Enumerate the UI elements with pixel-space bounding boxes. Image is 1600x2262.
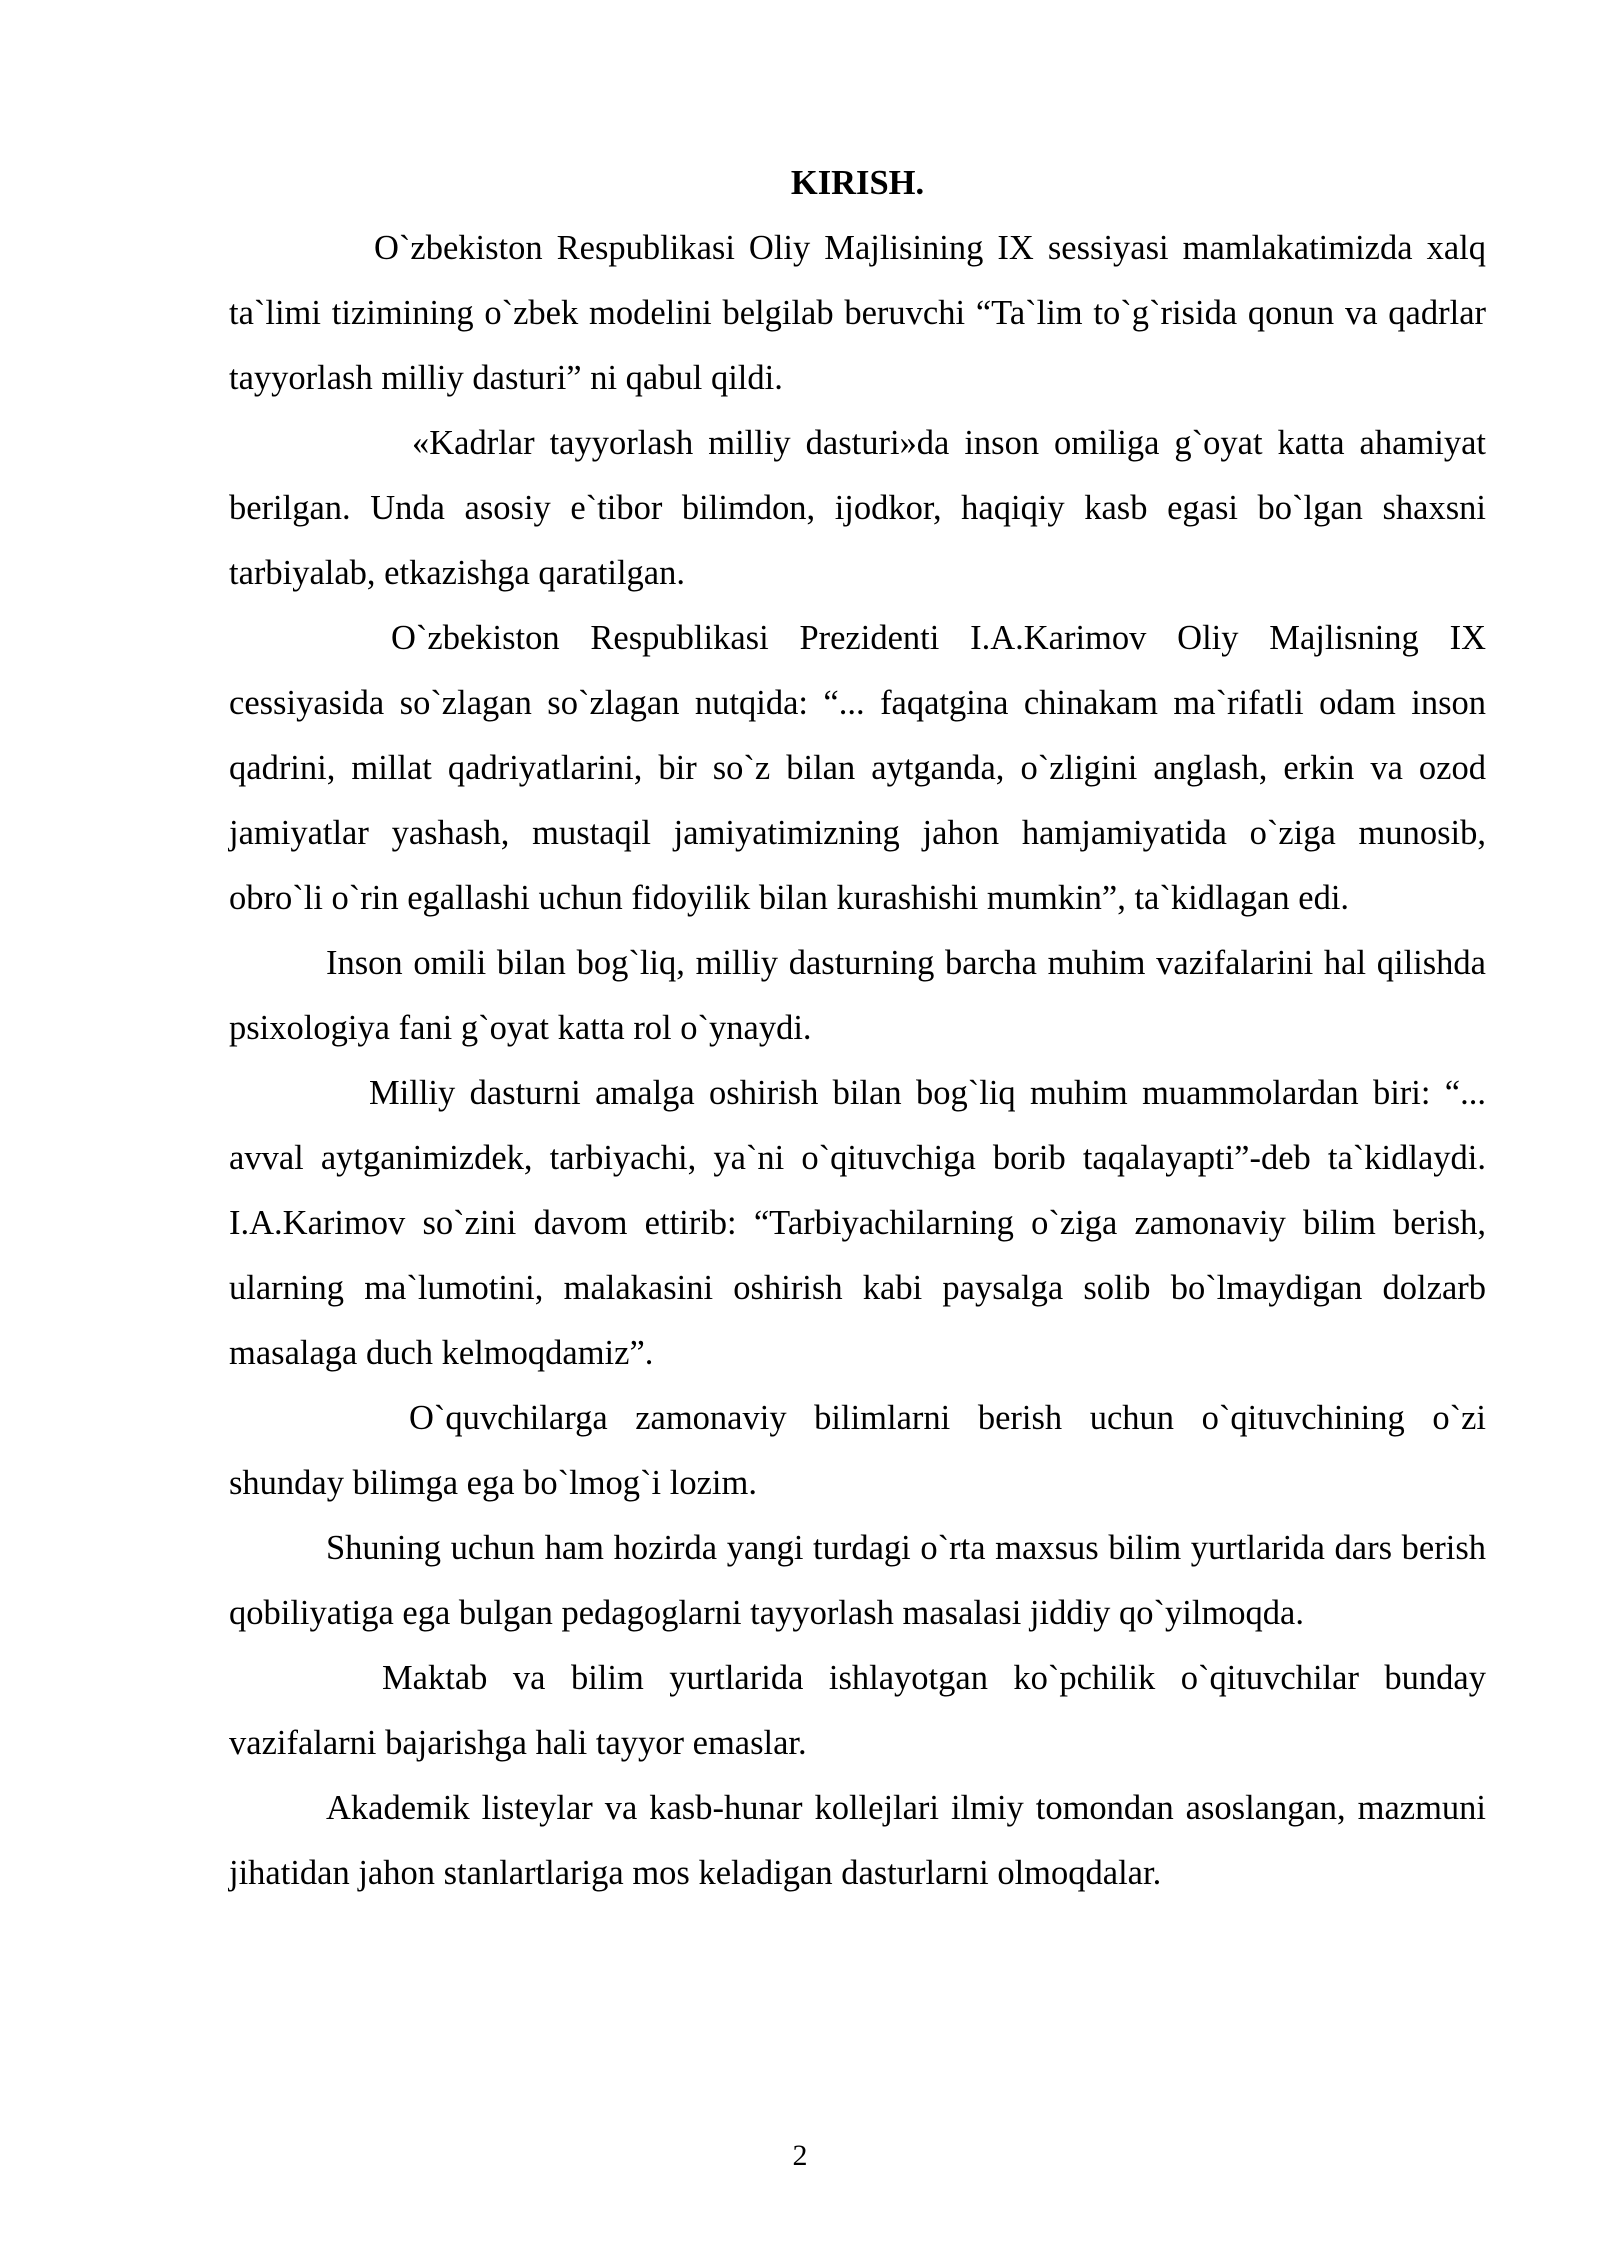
document-body — [229, 151, 1486, 1906]
page-number: 2 — [792, 2139, 808, 2172]
paragraph-6: O`quvchilarga zamonaviy bilimlarni berish uchun o`qituvchining o`zi shunday bilimga ega bo`lmog`i lozim. — [229, 1399, 1486, 1502]
paragraph-3: O`zbekiston Respublikasi Prezidenti I.A.Karimov Oliy Majlisning IX cessiyasida so`zlagan so`zlagan nutqida: “... faqatgina chinakam ma`rifatli odam inson qadrini, millat qadriyatlarini, bir so`z bilan aytganda, o`zligini anglash, erkin va ozod jamiyatlar yashash, mustaqil jamiyatimizning jahon hamjamiyatida o`ziga munosib, obro`li o`rin egallashi uchun fidoyilik bilan kurashishi mumkin”, ta`kidlagan edi. — [229, 619, 1486, 917]
paragraph-2: «Kadrlar tayyorlash milliy dasturi»da inson omiliga g`oyat katta ahamiyat berilgan. Unda asosiy e`tibor bilimdon, ijodkor, haqiqiy kasb egasi bo`lgan shaxsni tarbiyalab, etkazishga qaratilgan. — [229, 424, 1486, 592]
paragraph-7: Shuning uchun ham hozirda yangi turdagi o`rta maxsus bilim yurtlarida dars berish qobiliyatiga ega bulgan pedagoglarni tayyorlash masalasi jiddiy qo`yilmoqda. — [229, 1529, 1486, 1632]
paragraph-4: Inson omili bilan bog`liq, milliy dasturning barcha muhim vazifalarini hal qilishda psixologiya fani g`oyat katta rol o`ynaydi. — [229, 944, 1486, 1047]
paragraph-5: Milliy dasturni amalga oshirish bilan bog`liq muhim muammolardan biri: “... avval aytganimizdek, tarbiyachi, ya`ni o`qituvchiga borib taqalayapti”-deb ta`kidlaydi. I.A.Karimov so`zini davom ettirib: “Tarbiyachilarning o`ziga zamonaviy bilim berish, ularning ma`lumotini, malakasini oshirish kabi paysalga solib bo`lmaydigan dolzarb masalaga duch kelmoqdamiz”. — [229, 1074, 1486, 1372]
paragraph-8: Maktab va bilim yurtlarida ishlayotgan ko`pchilik o`qituvchilar bunday vazifalarni bajarishga hali tayyor emaslar. — [229, 1659, 1486, 1762]
section-title: KIRISH. — [790, 164, 925, 202]
paragraph-9: Akademik listeylar va kasb-hunar kollejlari ilmiy tomondan asoslangan, mazmuni jihatidan jahon stanlartlariga mos keladigan dasturlarni olmoqdalar. — [229, 1789, 1486, 1892]
paragraph-1: O`zbekiston Respublikasi Oliy Majlisining IX sessiyasi mamlakatimizda xalq ta`limi tizimining o`zbek modelini belgilab beruvchi “Ta`lim to`g`risida qonun va qadrlar tayyorlash milliy dasturi” ni qabul qildi. — [229, 229, 1486, 397]
